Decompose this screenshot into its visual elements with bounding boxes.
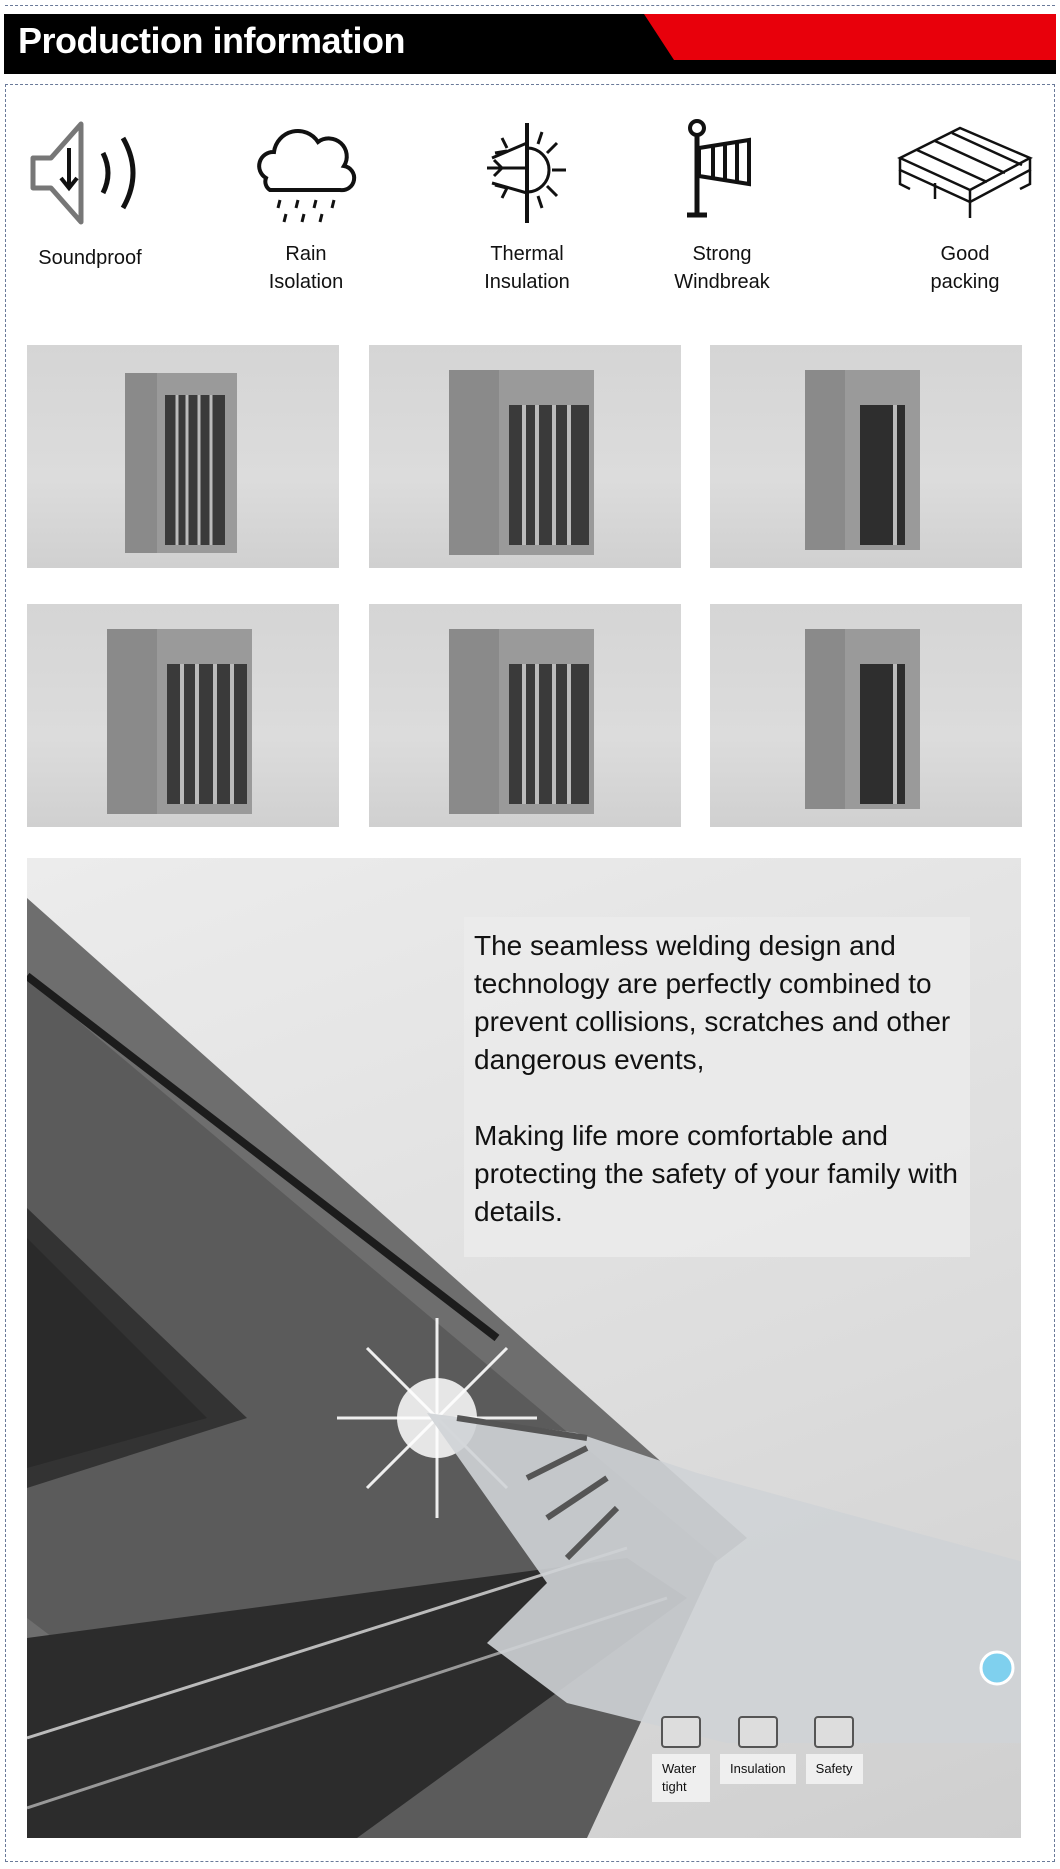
pallet-icon: [895, 118, 1035, 228]
feature-label: Rain Isolation: [268, 243, 344, 293]
water-tight-icon: [661, 1716, 701, 1748]
window-profile-image: [369, 604, 681, 827]
description-paragraph: The seamless welding design and technology are perfectly combined to prevent collisions, scratches and other dangerous events,: [474, 930, 951, 1075]
description-paragraph: Making life more comfortable and protecting the safety of your family with details.: [474, 1120, 958, 1227]
section-header: [4, 14, 1056, 74]
feature-label: Good packing: [930, 243, 1000, 293]
feature-good-packing: [875, 118, 1055, 296]
rain-cloud-icon: [246, 118, 366, 228]
page-title: Production information: [18, 20, 405, 61]
window-profile-image: [27, 345, 339, 568]
badge-label: Safety: [806, 1754, 863, 1784]
safety-icon: [814, 1716, 854, 1748]
speaker-icon: [25, 118, 155, 228]
windsock-icon: [667, 118, 777, 228]
snow-sun-icon: [472, 118, 582, 228]
badge-water-tight: [652, 1716, 710, 1802]
badge-label: Water tight: [652, 1754, 710, 1802]
description-box: [464, 917, 970, 1257]
feature-badges: [652, 1716, 863, 1802]
window-profile-image: [710, 345, 1022, 568]
feature-strong-windbreak: [632, 118, 812, 296]
insulation-icon: [738, 1716, 778, 1748]
feature-label: Soundproof: [38, 247, 142, 269]
badge-label: Insulation: [720, 1754, 796, 1784]
seamless-welding-image: [27, 858, 1021, 1838]
badge-safety: [806, 1716, 863, 1802]
header-accent-stripe: [644, 14, 1056, 60]
badge-insulation: [720, 1716, 796, 1802]
feature-rain-isolation: [216, 118, 396, 296]
window-profile-image: [710, 604, 1022, 827]
feature-soundproof: [0, 118, 180, 272]
top-divider: [5, 5, 1055, 6]
window-profile-image: [369, 345, 681, 568]
feature-thermal-insulation: [437, 118, 617, 296]
feature-label: Strong Windbreak: [674, 243, 770, 293]
feature-label: Thermal Insulation: [484, 243, 570, 293]
window-profile-image: [27, 604, 339, 827]
